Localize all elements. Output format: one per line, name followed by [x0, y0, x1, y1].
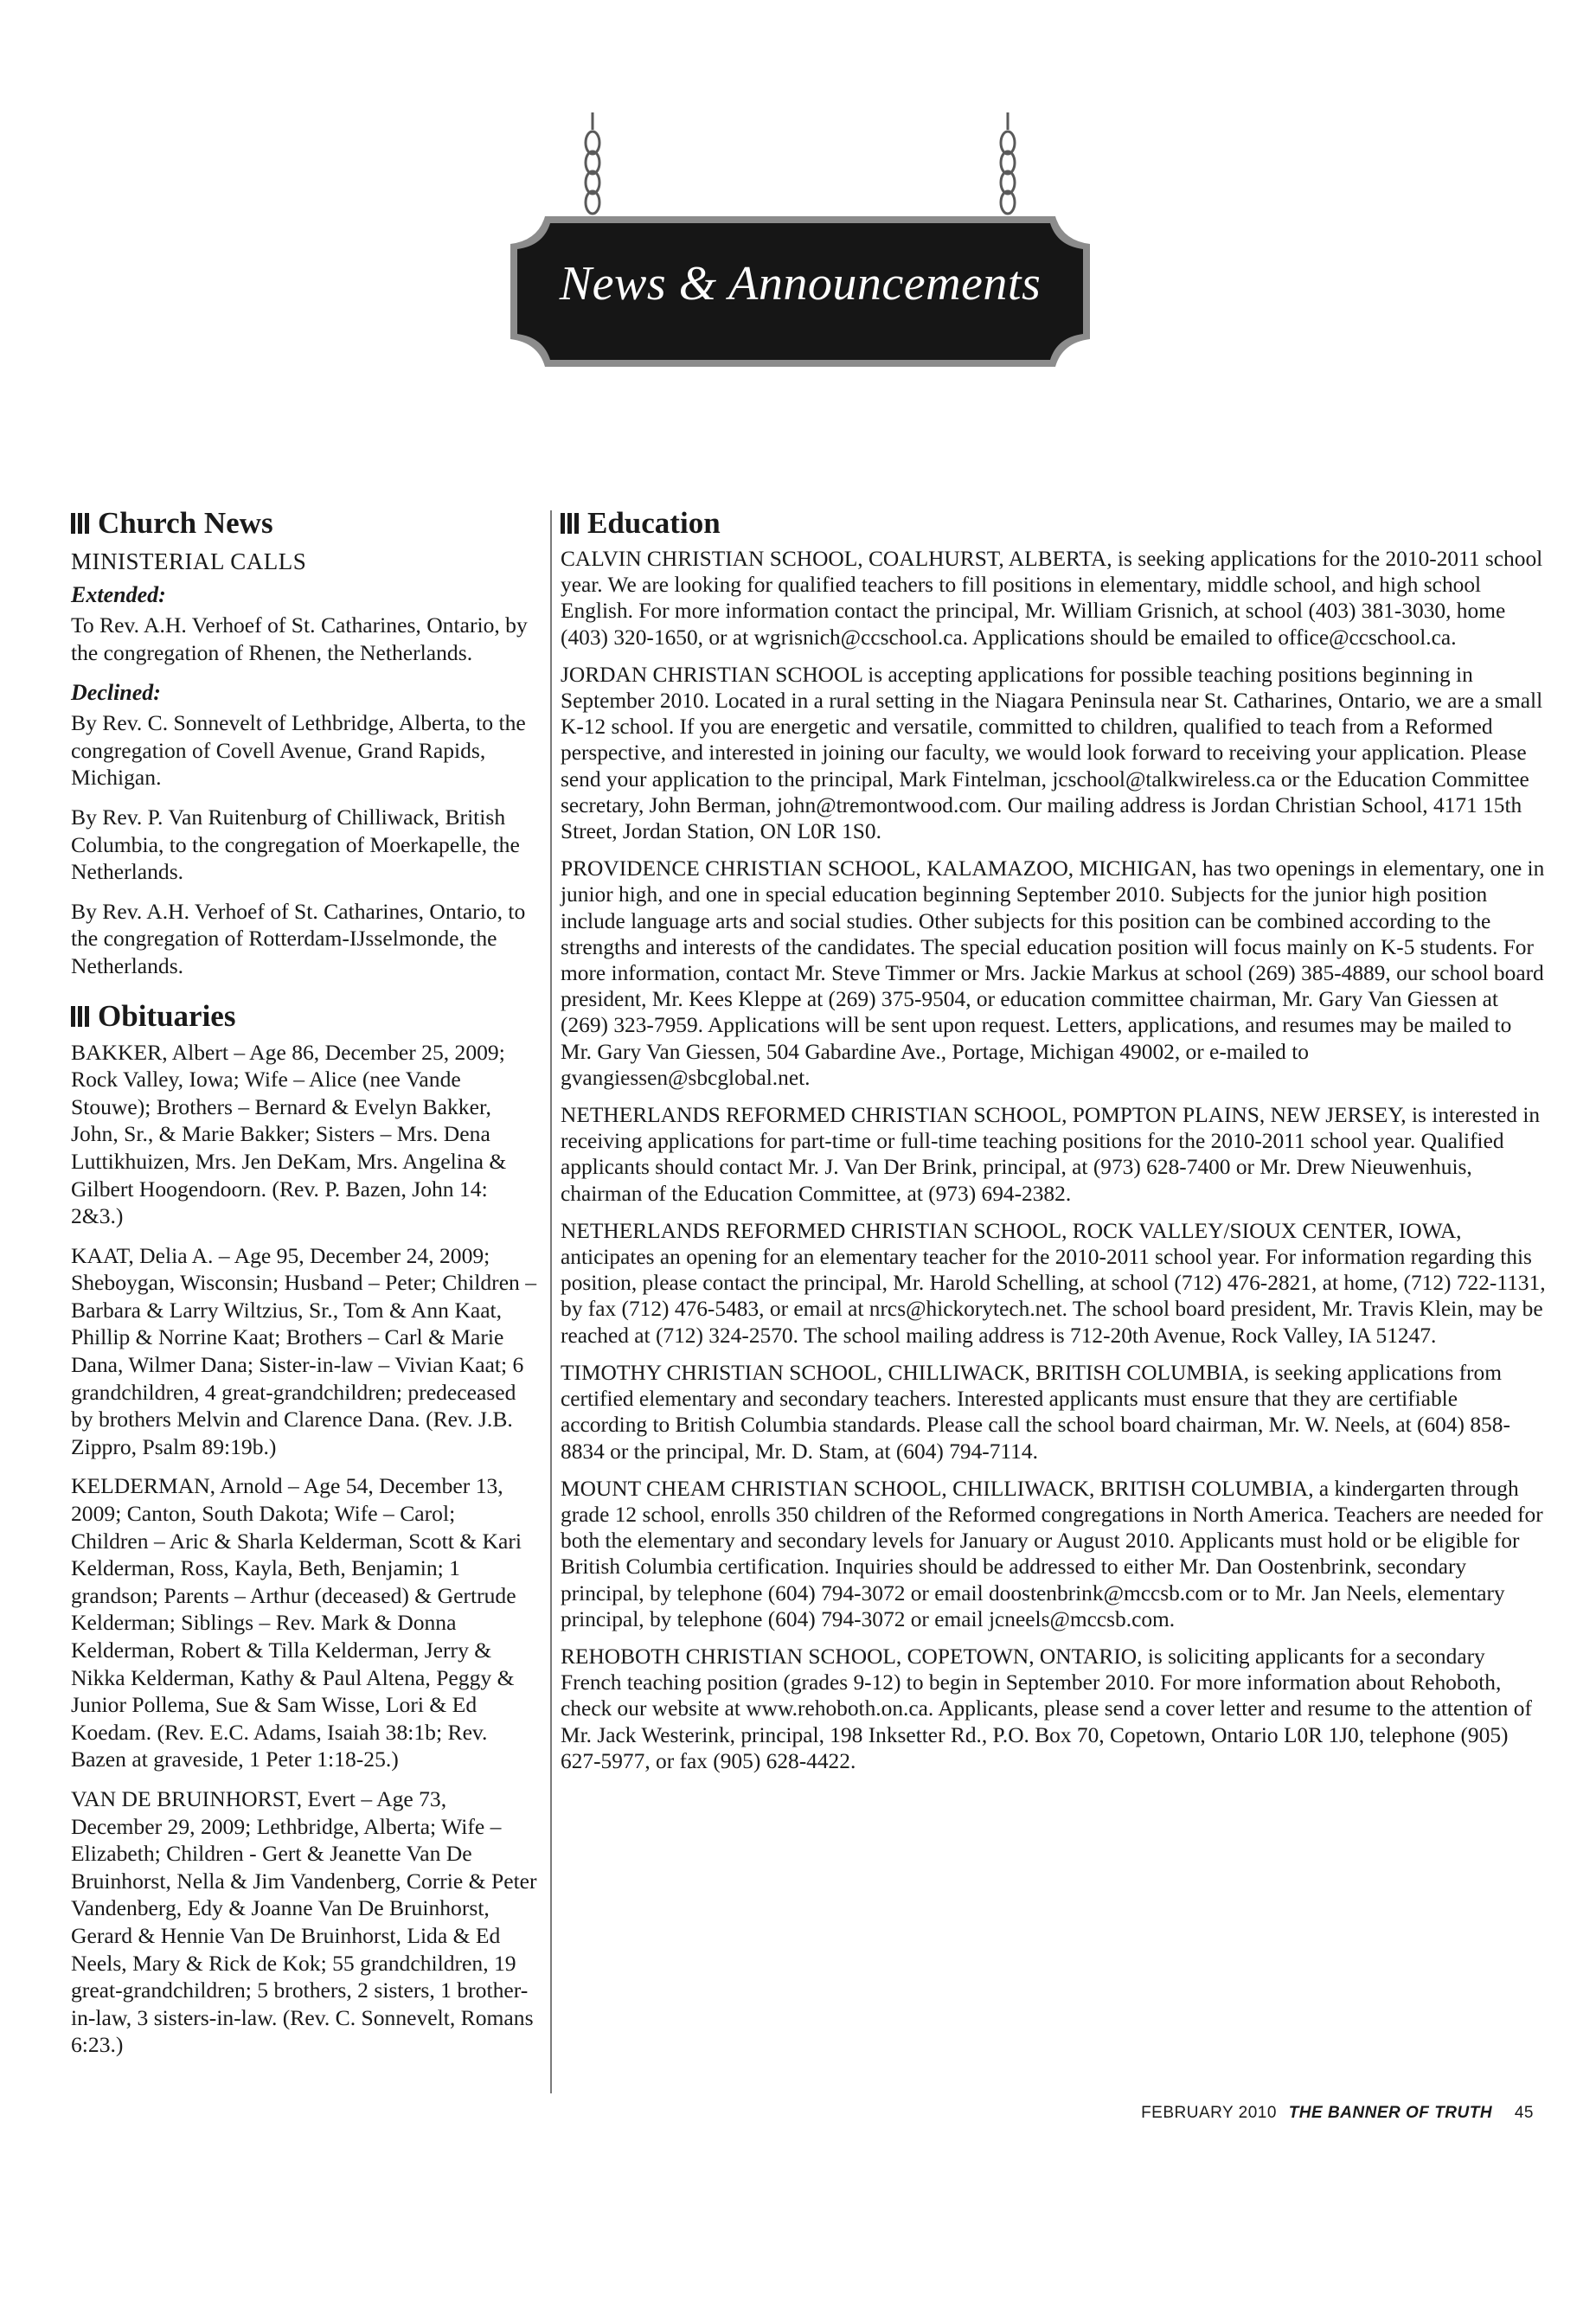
education-entry: REHOBOTH CHRISTIAN SCHOOL, COPETOWN, ONTARIO, is soliciting applicants for a secondary French teaching position (grades 9-12) to begin in September 2010. For more information about Rehoboth, check our website at www.rehoboth.on.ca. Applicants, please send a cover letter and resume to the attention of Mr. Jack Westerink, principal, 198 Inksetter Rd., P.O. Box 70, Copetown, Ontario L0R 1J0, telephone (905) 627-5977, or fax (905) 628-4422.: [561, 1644, 1532, 1773]
church-news-heading-text: Church News: [98, 506, 273, 540]
extended-call: To Rev. A.H. Verhoef of St. Catharines, Ontario, by the congregation of Rhenen, the Netherlands.: [71, 612, 528, 665]
footer-issue: FEBRUARY 2010: [1141, 2104, 1277, 2122]
education-entry: NETHERLANDS REFORMED CHRISTIAN SCHOOL, ROCK VALLEY/SIOUX CENTER, IOWA, anticipates an opening for an elementary teacher for the 2010-2011 school year. For information regarding this position, please contact the principal, Mr. Harold Schelling, at school (712) 476-2821, at home, (712) 722-1131, by fax (712) 476-5483, or email at nrcs@hickorytech.net. The school board president, Mr. Travis Klein, may be reached at (712) 324-2570. The school mailing address is 712-20th Avenue, Rock Valley, IA 51247.: [561, 1218, 1546, 1348]
education-entry: JORDAN CHRISTIAN SCHOOL is accepting applications for possible teaching positions beginning in September 2010. Located in a rural setting in the Niagara Peninsula near St. Catharines, Ontario, we are a small K-12 school. If you are energetic and versatile, committed to children, qualified to teach from a Reformed perspective, and interested in joining our faculty, we would look forward to receiving your application. Please send your application to the principal, Mark Fintelman, jcschool@talkwireless.ca or the Education Committee secretary, John Berman, john@tremontwood.com. Our mailing address is Jordan Christian School, 4171 15th Street, Jordan Station, ON L0R 1S0.: [561, 662, 1543, 844]
declined-label: Declined:: [71, 680, 161, 706]
left-column: [71, 504, 538, 2071]
footer-magazine: THE BANNER OF TRUTH: [1288, 2104, 1493, 2122]
header-sign: [484, 112, 1116, 389]
obituary-entry: VAN DE BRUINHORST, Evert – Age 73, December 29, 2009; Lethbridge, Alberta; Wife – Elizabeth; Children - Gert & Jeanette Van De Bruinhorst, Nella & Jim Vandenberg, Corrie & Peter Vandenberg, Edy & Joanne Van De Bruinhorst, Gerard & Hennie Van De Bruinhorst, Lida & Ed Neels, Mary & Rick de Kok; 55 grandchildren, 19 great-grandchildren; 5 brothers, 2 sisters, 1 brother-in-law, 3 sisters-in-law. (Rev. C. Sonnevelt, Romans 6:23.): [71, 1785, 537, 2058]
declined-call: By Rev. C. Sonnevelt of Lethbridge, Alberta, to the congregation of Covell Avenue, Grand Rapids, Michigan.: [71, 710, 526, 791]
education-entry: MOUNT CHEAM CHRISTIAN SCHOOL, CHILLIWACK, BRITISH COLUMBIA, a kindergarten through grade 12 school, enrolls 350 children of the Reformed congregations in North America. Teachers are needed for both the elementary and secondary levels for January or August 2010. Applicants must hold or be eligible for British Columbia certification. Inquiries should be addressed to either Mr. Dan Oostenbrink, secondary principal, by telephone (604) 794-3072 or email doostenbrink@mccsb.com or to Mr. Jan Neels, elementary principal, by telephone (604) 794-3072 or email jcneels@mccsb.com.: [561, 1476, 1543, 1631]
sign-title: News & Announcements: [559, 257, 1042, 311]
church-news-heading: [71, 504, 538, 542]
ministerial-calls-subheading: MINISTERIAL CALLS: [71, 548, 307, 574]
right-chain: [1001, 112, 1015, 214]
education-entry: TIMOTHY CHRISTIAN SCHOOL, CHILLIWACK, BRITISH COLUMBIA, is seeking applications from certified elementary and secondary teachers. Interested applicants must ensure that they are certifiable according to British Columbia standards. Please call the school board chairman, Mr. W. Neels, at (604) 858-8834 or the principal, Mr. D. Stam, at (604) 794-7114.: [561, 1360, 1510, 1464]
section-bars-icon: [71, 513, 89, 534]
education-entry: CALVIN CHRISTIAN SCHOOL, COALHURST, ALBERTA, is seeking applications for the 2010-2011 school year. We are looking for qualified teachers to fill positions in elementary, middle school, and high school English. For more information contact the principal, Mr. William Grisnich, at school (403) 381-3030, home (403) 320-1650, or at wgrisnich@ccschool.ca. Applications should be emailed to office@ccschool.ca.: [561, 547, 1543, 650]
education-entry: NETHERLANDS REFORMED CHRISTIAN SCHOOL, POMPTON PLAINS, NEW JERSEY, is interested in receiving applications for part-time or full-time teaching positions for the 2010-2011 school year. Qualified applicants should contact Mr. J. Van Der Brink, principal, at (973) 628-7400 or Mr. Drew Nieuwenhuis, chairman of the Education Committee, at (973) 694-2382.: [561, 1103, 1541, 1206]
obituary-entry: BAKKER, Albert – Age 86, December 25, 2009; Rock Valley, Iowa; Wife – Alice (nee Vande Stouwe); Brothers – Bernard & Evelyn Bakker, John, Sr., & Marie Bakker; Sisters – Mrs. Dena Luttikhuizen, Mrs. Jen DeKam, Mrs. Angelina & Gilbert Hoogendoorn. (Rev. P. Bazen, John 14: 2&3.): [71, 1039, 507, 1229]
declined-call: By Rev. P. Van Ruitenburg of Chilliwack, British Columbia, to the congregation of Moerkapelle, the Netherlands.: [71, 804, 520, 885]
education-heading: [561, 504, 1547, 542]
right-column: [561, 504, 1547, 1785]
left-chain: [586, 112, 599, 214]
obituary-entry: KELDERMAN, Arnold – Age 54, December 13, 2009; Canton, South Dakota; Wife – Carol; Children – Aric & Sharla Kelderman, Scott & Kari Kelderman, Ross, Kayla, Beth, Benjamin; 1 grandson; Parents – Arthur (deceased) & Gertrude Kelderman; Siblings – Rev. Mark & Donna Kelderman, Robert & Tilla Kelderman, Jerry & Nikka Kelderman, Kathy & Paul Altena, Peggy & Junior Pollema, Sue & Sam Wisse, Lori & Ed Koedam. (Rev. E.C. Adams, Isaiah 38:1b; Rev. Bazen at graveside, 1 Peter 1:18-25.): [71, 1473, 522, 1772]
obituary-entry: KAAT, Delia A. – Age 95, December 24, 2009; Sheboygan, Wisconsin; Husband – Peter; Children – Barbara & Larry Wiltzius, Sr., Tom & Ann Kaat, Phillip & Norrine Kaat; Brothers – Carl & Marie Dana, Wilmer Dana; Sister-in-law – Vivian Kaat; 6 grandchildren, 4 great-grandchildren; predeceased by brothers Melvin and Clarence Dana. (Rev. J.B. Zippro, Psalm 89:19b.): [71, 1242, 537, 1459]
obituaries-heading: [71, 997, 538, 1035]
obituaries-heading-text: Obituaries: [98, 998, 236, 1033]
section-bars-icon: [561, 513, 579, 534]
education-heading-text: Education: [587, 506, 721, 540]
section-bars-icon: [71, 1006, 89, 1027]
extended-label: Extended:: [71, 582, 166, 607]
education-entry: PROVIDENCE CHRISTIAN SCHOOL, KALAMAZOO, MICHIGAN, has two openings in elementary, one in junior high, and one in special education beginning September 2010. Subjects for the junior high position include language arts and social studies. Other subjects for this position can be combined according to the strengths and interests of the candidates. The special education position will focus mainly on K-5 students. For more information, contact Mr. Steve Timmer or Mrs. Jackie Markus at school (269) 385-4889, our school board president, Mr. Kees Kleppe at (269) 375-9504, or education committee chairman, Mr. Gary Van Giessen at (269) 323-7959. Applications will be sent upon request. Letters, applications, and resumes may be mailed to Mr. Gary Van Giessen, 504 Gabardine Ave., Portage, Michigan 49002, or e-mailed to gvangiessen@sbcglobal.net.: [561, 856, 1545, 1090]
column-divider: [550, 510, 552, 2093]
hanging-sign-graphic: [484, 112, 1116, 389]
declined-call: By Rev. A.H. Verhoef of St. Catharines, Ontario, to the congregation of Rotterdam-IJsselmonde, the Netherlands.: [71, 898, 526, 978]
page-number: 45: [1514, 2104, 1534, 2122]
page-footer: [1141, 2104, 1534, 2123]
